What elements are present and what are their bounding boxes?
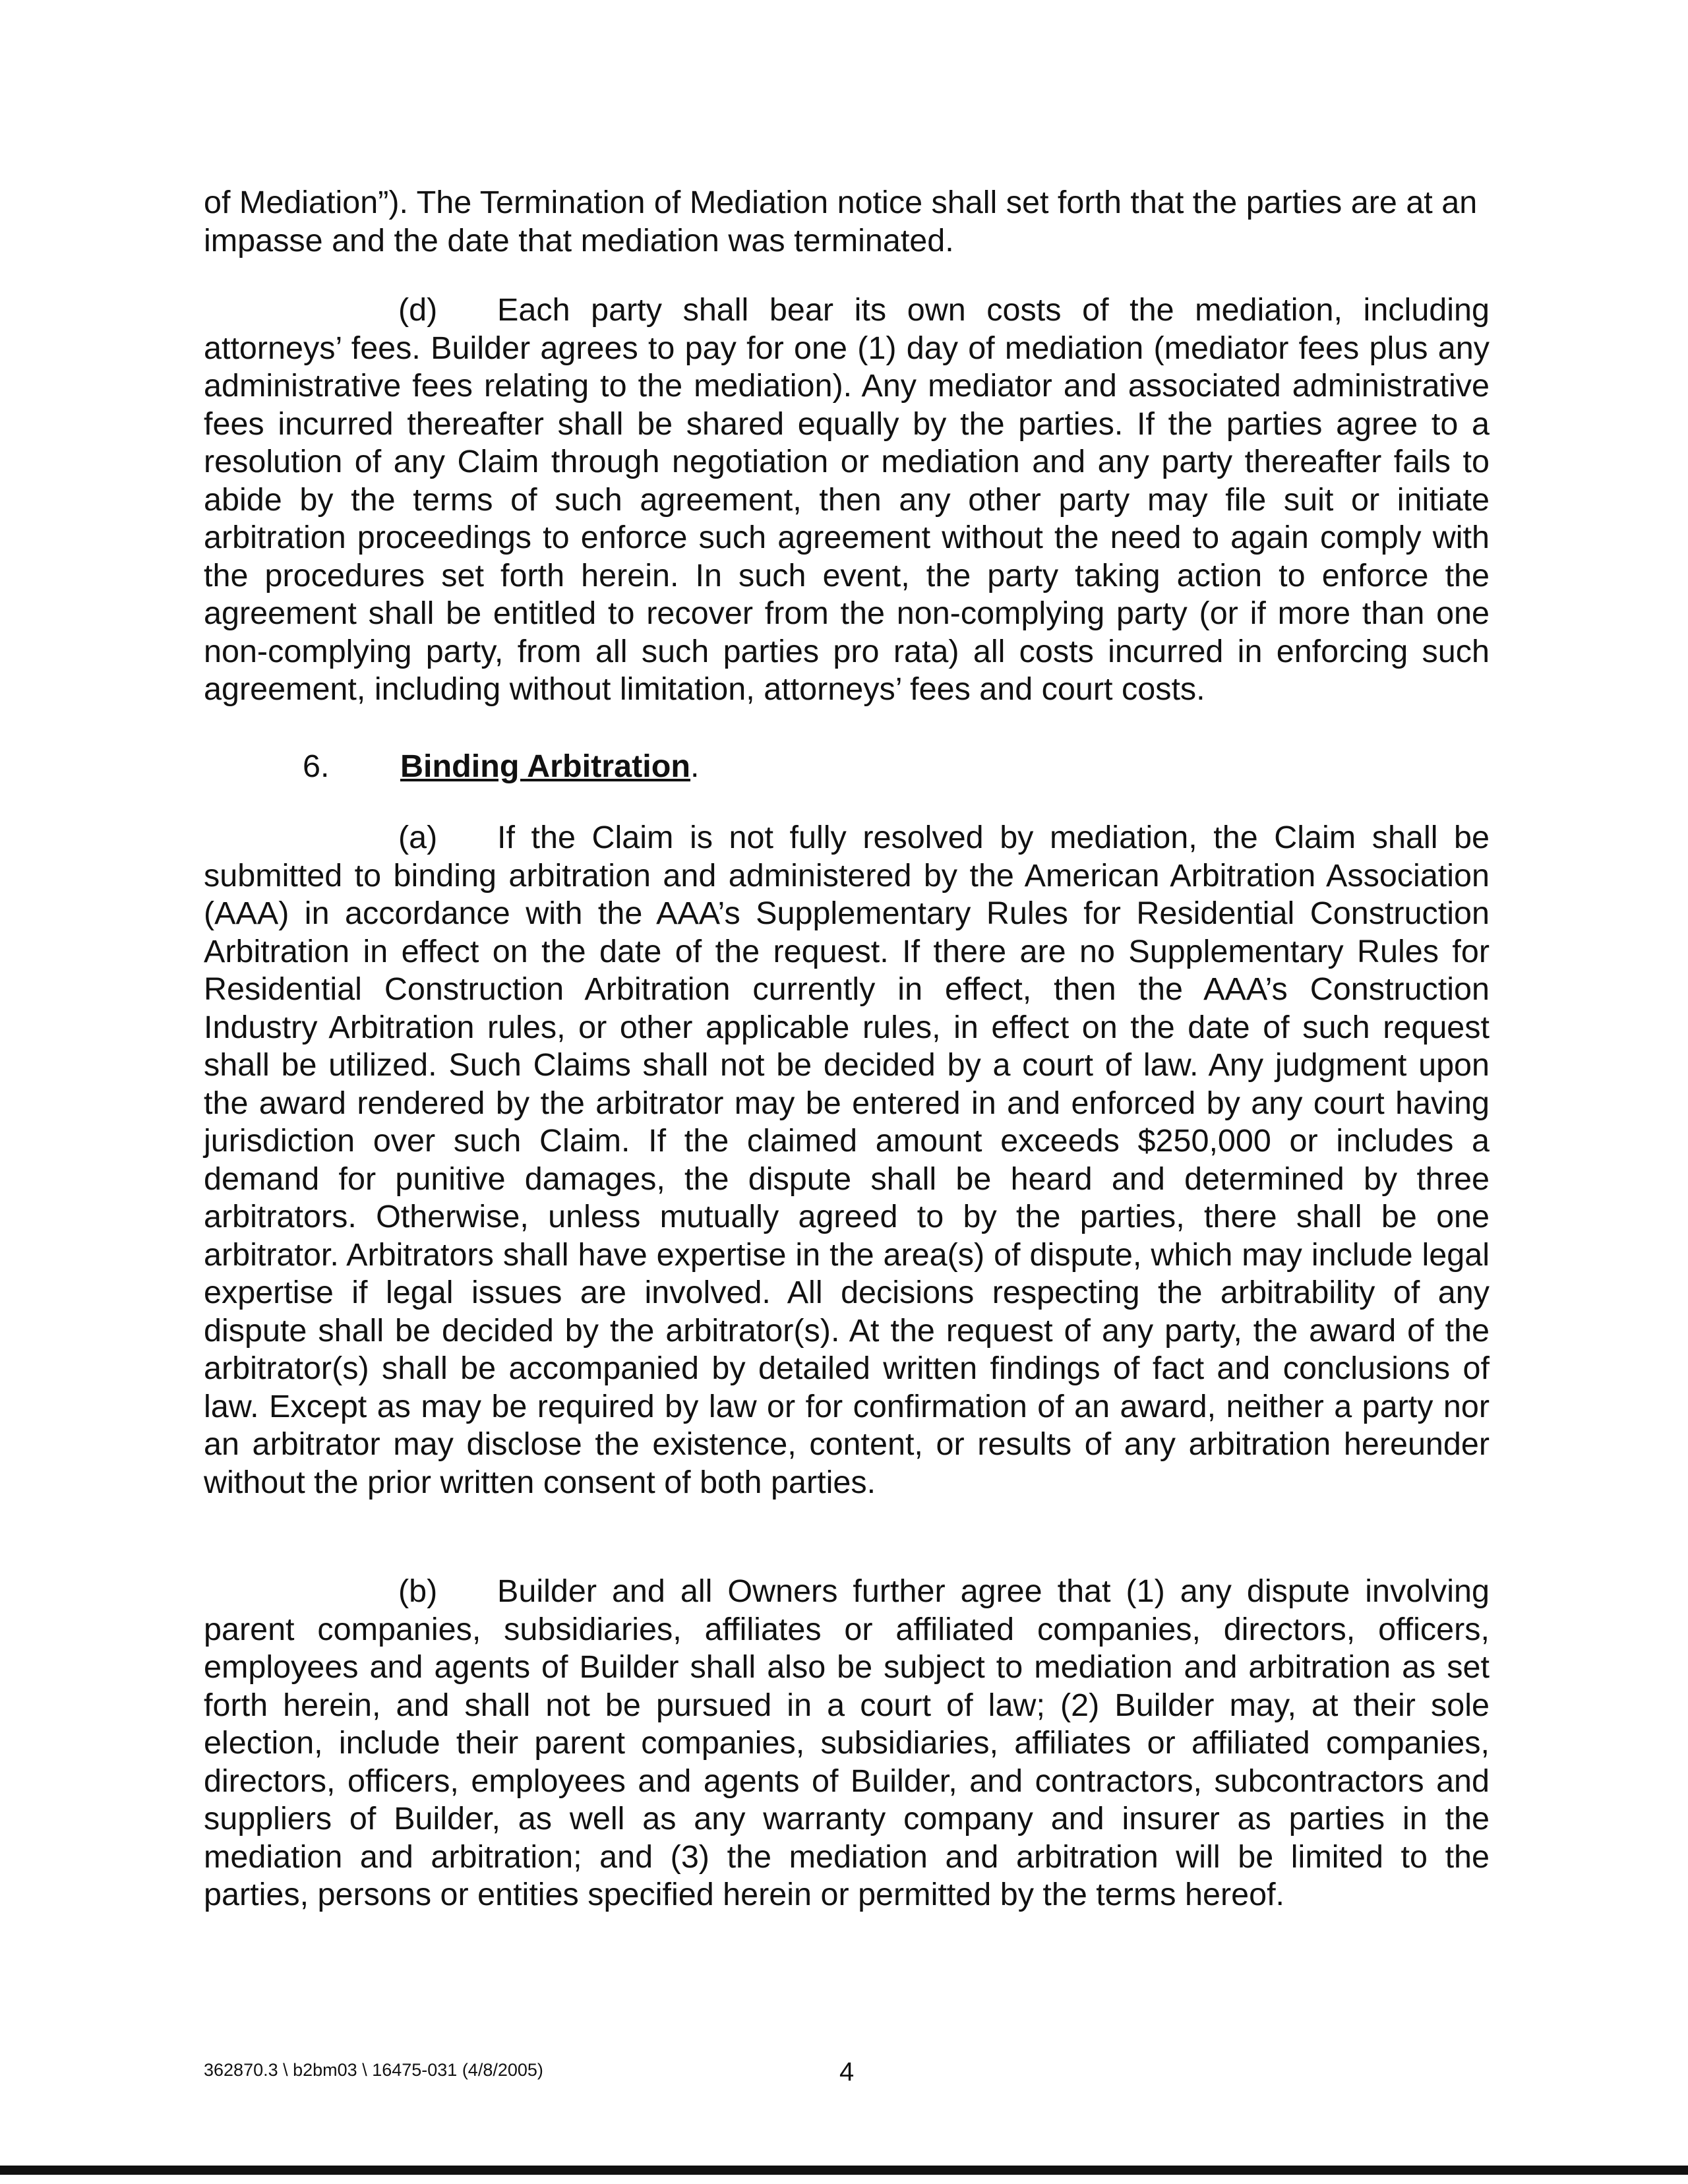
paragraph-b-scope bbox=[204, 1573, 1490, 1914]
section-number: 6. bbox=[303, 748, 330, 784]
paragraph-text: of Mediation”). The Termination of Mediation notice shall set forth that the parties are at an impasse and the date that mediation was terminated. bbox=[204, 185, 1478, 258]
scan-bottom-border bbox=[0, 2166, 1688, 2175]
footer-document-code: 362870.3 \ b2bm03 \ 16475-031 (4/8/2005) bbox=[204, 2060, 543, 2080]
paragraph-d-costs bbox=[204, 291, 1490, 709]
page-number: 4 bbox=[839, 2057, 855, 2086]
section-heading-binding-arbitration bbox=[303, 748, 700, 786]
paragraph-text: Each party shall bear its own costs of the mediation, including attorneys’ fees. Builder agrees to pay for one (1) day of mediation (mediator fees plus any administrative fees relating to the mediation). Any mediator and associated administrative fees incurred thereafter shall be shared equally by the parties. If the parties agree to a resolution of any Claim through negotiation or mediation and any party thereafter fails to abide by the terms of such agreement, then any other party may file suit or initiate arbitration proceedings to enforce such agreement without the need to again comply with the procedures set forth herein. In such event, the party taking action to enforce the agreement shall be entitled to recover from the non-complying party (or if more than one non-complying party, from all such parties pro rata) all costs incurred in enforcing such agreement, including without limitation, attorneys’ fees and court costs. bbox=[204, 292, 1490, 707]
subsection-label: (a) bbox=[398, 820, 438, 855]
section-title: Binding Arbitration bbox=[400, 748, 691, 784]
section-title-period: . bbox=[690, 748, 700, 784]
paragraph-text: If the Claim is not fully resolved by mediation, the Claim shall be submitted to binding arbitration and administered by the American Arbitration Association (AAA) in accordance with the AAA’s Supplementary Rules for Residential Construction Arbitration in effect on the date of the request. If there are no Supplementary Rules for Residential Construction Arbitration currently in effect, then the AAA’s Construction Industry Arbitration rules, or other applicable rules, in effect on the date of such request shall be utilized. Such Claims shall not be decided by a court of law. Any judgment upon the award rendered by the arbitrator may be entered in and enforced by any court having jurisdiction over such Claim. If the claimed amount exceeds $250,000 or includes a demand for punitive damages, the dispute shall be heard and determined by three arbitrators. Otherwise, unless mutually agreed to by the parties, there shall be one arbitrator. Arbitrators shall have expertise in the area(s) of dispute, which may include legal expertise if legal issues are involved. All decisions respecting the arbitrability of any dispute shall be decided by the arbitrator(s). At the request of any party, the award of the arbitrator(s) shall be accompanied by detailed written findings of fact and conclusions of law. Except as may be required by law or for confirmation of an award, neither a party nor an arbitrator may disclose the existence, content, or results of any arbitration hereunder without the prior written consent of both parties. bbox=[204, 820, 1490, 1500]
paragraph-text: Builder and all Owners further agree that (1) any dispute involving parent companies, subsidiaries, affiliates or affiliated companies, directors, officers, employees and agents of Builder shall also be subject to mediation and arbitration as set forth herein, and shall not be pursued in a court of law; (2) Builder may, at their sole election, include their parent companies, subsidiaries, affiliates or affiliated companies, directors, officers, employees and agents of Builder, and contractors, subcontractors and suppliers of Builder, as well as any warranty company and insurer as parties in the mediation and arbitration; and (3) the mediation and arbitration will be limited to the parties, persons or entities specified herein or permitted by the terms hereof. bbox=[204, 1573, 1490, 1912]
paragraph-mediation-termination bbox=[204, 184, 1490, 260]
subsection-label: (d) bbox=[398, 292, 438, 328]
paragraph-a-arbitration bbox=[204, 819, 1490, 1502]
subsection-label: (b) bbox=[398, 1573, 438, 1609]
